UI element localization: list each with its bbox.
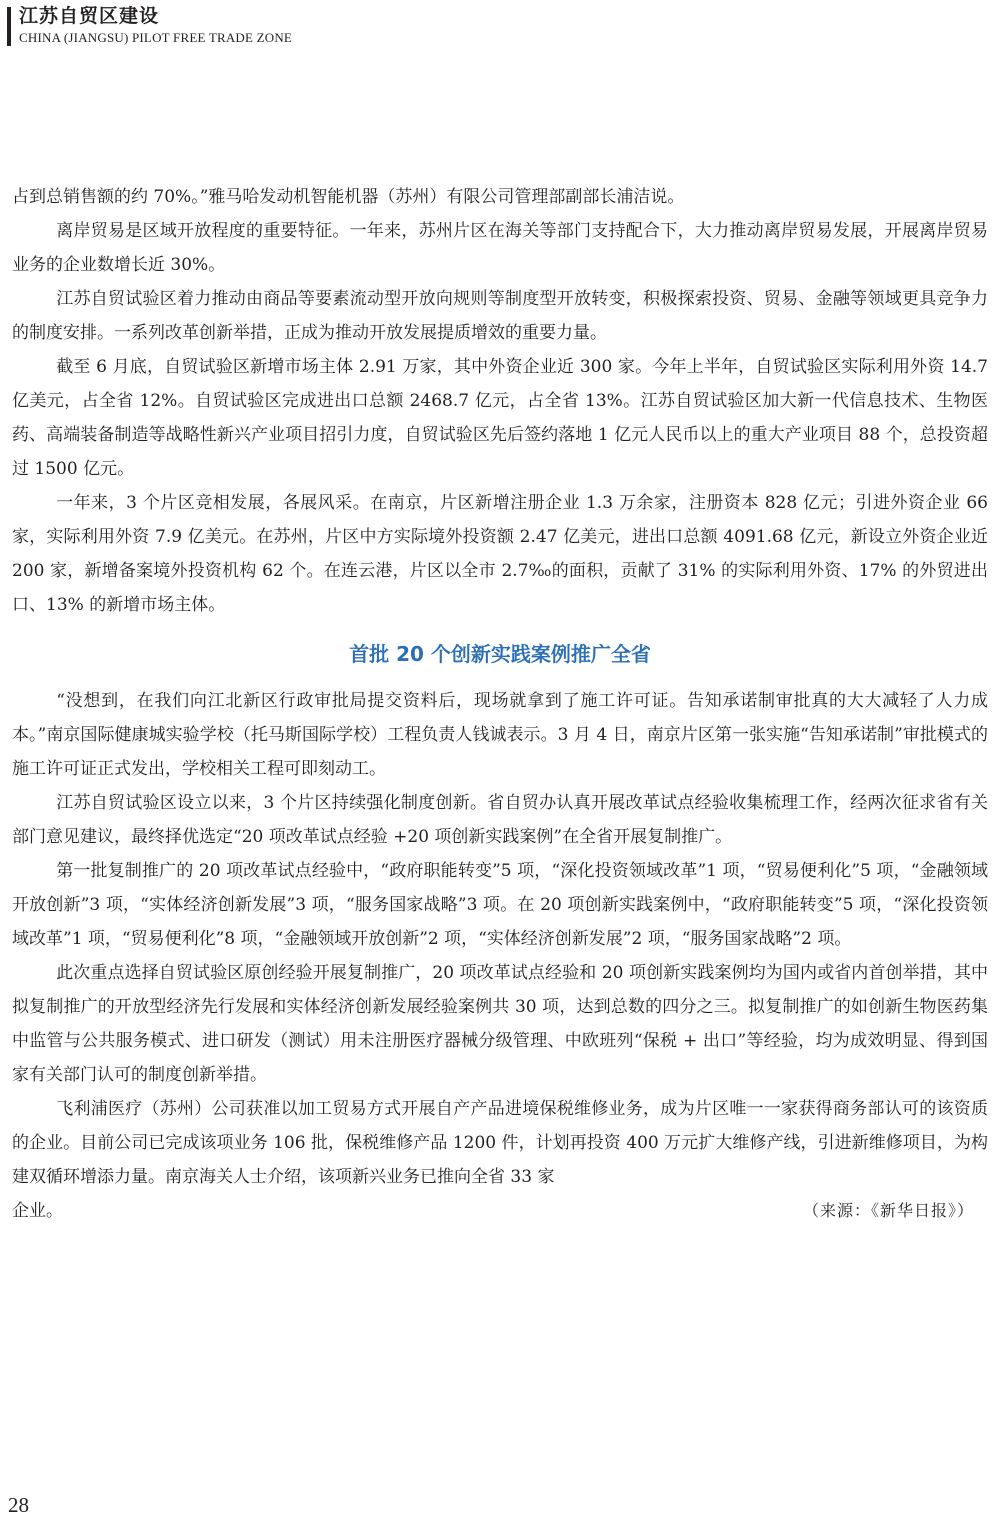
paragraph: 江苏自贸试验区着力推动由商品等要素流动型开放向规则等制度型开放转变，积极探索投资、贸易、金融等领域更具竞争力的制度安排。一系列改革创新举措，正成为推动开放发展提质增效的重要力量。	[12, 289, 988, 343]
paragraph: 此次重点选择自贸试验区原创经验开展复制推广，20 项改革试点经验和 20 项创新实践案例均为国内或省内首创举措，其中拟复制推广的开放型经济先行发展和实体经济创新发展经验案例共 30 项，达到总数的四分之三。拟复制推广的如创新生物医药集中监管与公共服务模式、进口研发（测试）用未注册医疗器械分级管理、中欧班列“保税 + 出口”等经验，均为成效明显、得到国家有关部门认可的制度创新举措。	[12, 963, 988, 1085]
header-subtitle: CHINA (JIANGSU) PILOT FREE TRADE ZONE	[19, 30, 293, 45]
header-title: 江苏自贸区建设	[19, 5, 160, 27]
paragraph: 江苏自贸试验区设立以来，3 个片区持续强化制度创新。省自贸办认真开展改革试点经验收集梳理工作，经两次征求省有关部门意见建议，最终择优选定“20 项改革试点经验 +20 项创新实践案例”在全省开展复制推广。	[12, 793, 988, 847]
paragraph-last-line: 企业。	[12, 1201, 63, 1221]
source-line	[12, 1194, 988, 1228]
article-body	[12, 180, 988, 1228]
paragraph: 占到总销售额的约 70%。”雅马哈发动机智能机器（苏州）有限公司管理部副部长浦洁说。	[12, 187, 685, 207]
header-accent-bar	[7, 7, 11, 46]
paragraph: 截至 6 月底，自贸试验区新增市场主体 2.91 万家，其中外资企业近 300 家。今年上半年，自贸试验区实际利用外资 14.7 亿美元，占全省 12%。自贸试验区完成进出口总额 2468.7 亿元，占全省 13%。江苏自贸试验区加大新一代信息技术、生物医药、高端装备制造等战略性新兴产业项目招引力度，自贸试验区先后签约落地 1 亿元人民币以上的重大产业项目 88 个，总投资超过 1500 亿元。	[12, 357, 988, 479]
paragraph: 飞利浦医疗（苏州）公司获准以加工贸易方式开展自产产品进境保税维修业务，成为片区唯一一家获得商务部认可的该资质的企业。目前公司已完成该项业务 106 批，保税维修产品 1200 件，计划再投资 400 万元扩大维修产线，引进新维修项目，为构建双循环增添力量。南京海关人士介绍，该项新兴业务已推向全省 33 家	[12, 1099, 988, 1187]
section-heading: 首批 20 个创新实践案例推广全省	[349, 642, 651, 666]
paragraph: “没想到，在我们向江北新区行政审批局提交资料后，现场就拿到了施工许可证。告知承诺制审批真的大大减轻了人力成本。”南京国际健康城实验学校（托马斯国际学校）工程负责人钱诚表示。3 月 4 日，南京片区第一张实施“告知承诺制”审批模式的施工许可证正式发出，学校相关工程可即刻动工。	[12, 691, 988, 779]
page-number: 28	[8, 1493, 29, 1517]
paragraph: 第一批复制推广的 20 项改革试点经验中，“政府职能转变”5 项，“深化投资领域改革”1 项，“贸易便利化”5 项，“金融领域开放创新”3 项，“实体经济创新发展”3 项，“服务国家战略”3 项。在 20 项创新实践案例中，“政府职能转变”5 项，“深化投资领域改革”1 项，“贸易便利化”8 项，“金融领域开放创新”2 项，“实体经济创新发展”2 项，“服务国家战略”2 项。	[12, 861, 988, 949]
paragraph: 一年来，3 个片区竞相发展，各展风采。在南京，片区新增注册企业 1.3 万余家，注册资本 828 亿元；引进外资企业 66 家，实际利用外资 7.9 亿美元。在苏州，片区中方实际境外投资额 2.47 亿美元，进出口总额 4091.68 亿元，新设立外资企业近 200 家，新增备案境外投资机构 62 个。在连云港，片区以全市 2.7‰的面积，贡献了 31% 的实际利用外资、17% 的外贸进出口、13% 的新增市场主体。	[12, 493, 988, 615]
source-credit: （来源：《新华日报》）	[802, 1201, 974, 1220]
paragraph: 离岸贸易是区域开放程度的重要特征。一年来，苏州片区在海关等部门支持配合下，大力推动离岸贸易发展，开展离岸贸易业务的企业数增长近 30%。	[12, 221, 988, 275]
running-header	[0, 0, 1000, 50]
